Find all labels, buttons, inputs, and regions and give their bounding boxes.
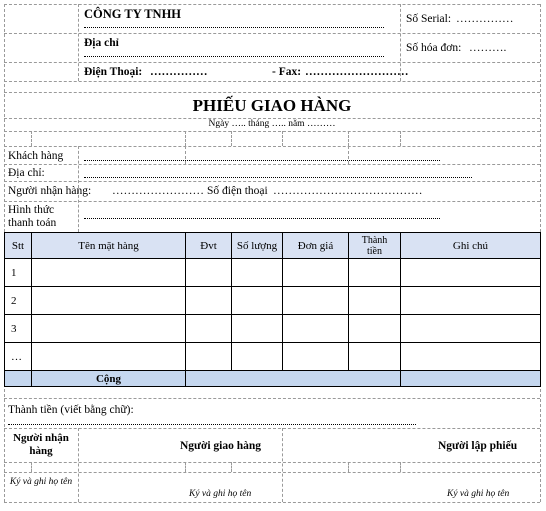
company-phone-dots: …………… xyxy=(150,66,208,78)
row-number: 1 xyxy=(5,259,32,287)
grid-line xyxy=(282,428,283,502)
grid-line xyxy=(4,62,540,63)
table-cell[interactable] xyxy=(32,315,186,343)
table-cell[interactable] xyxy=(401,259,541,287)
invoice-number-label: Số hóa đơn: xyxy=(406,42,462,54)
table-cell[interactable] xyxy=(283,315,349,343)
header-unit-price: Đơn giá xyxy=(283,233,349,259)
company-fax-dots: ……………………… xyxy=(305,66,409,78)
table-cell[interactable] xyxy=(349,315,401,343)
table-cell[interactable] xyxy=(283,287,349,315)
table-cell[interactable] xyxy=(232,343,283,371)
total-row xyxy=(5,371,541,387)
table-cell[interactable] xyxy=(32,343,186,371)
serial-label: Số Serial: xyxy=(406,13,452,25)
grid-line xyxy=(400,131,401,146)
customer-dots xyxy=(84,160,440,161)
table-cell[interactable] xyxy=(349,287,401,315)
grid-line xyxy=(4,33,540,34)
preparer-signature-title: Người lập phiếu xyxy=(438,440,518,452)
company-fax-label: - Fax: xyxy=(272,66,302,78)
invoice-number-dots: ………. xyxy=(469,42,507,54)
table-cell[interactable] xyxy=(186,287,232,315)
grid-line xyxy=(400,462,401,472)
table-cell[interactable] xyxy=(232,287,283,315)
grid-line xyxy=(78,4,79,81)
table-cell[interactable] xyxy=(401,287,541,315)
total-label: Cộng xyxy=(32,371,186,387)
preparer-signature-note: Ký và ghi họ tên xyxy=(447,489,510,499)
row-number: 2 xyxy=(5,287,32,315)
payment-method-label-1: Hình thức xyxy=(8,204,55,216)
grid-line xyxy=(78,428,79,502)
receiver-signature-note: Ký và ghi họ tên xyxy=(9,477,73,487)
header-note: Ghi chú xyxy=(401,233,541,259)
payment-method-dots xyxy=(84,218,440,219)
grid-line xyxy=(4,201,540,202)
total-cell xyxy=(401,371,541,387)
document-title: PHIẾU GIAO HÀNG xyxy=(192,96,352,115)
table-row xyxy=(5,343,541,371)
table-cell[interactable] xyxy=(232,259,283,287)
header-item-name: Tên mặt hàng xyxy=(32,233,186,259)
customer-address-label: Địa chỉ: xyxy=(8,167,45,179)
company-address-label: Địa chỉ xyxy=(84,37,119,49)
table-cell[interactable] xyxy=(283,259,349,287)
grid-line xyxy=(4,181,540,182)
company-name-dots xyxy=(84,27,384,28)
items-table xyxy=(4,232,541,387)
receiver-dots: …………………… xyxy=(112,185,204,197)
table-cell[interactable] xyxy=(283,343,349,371)
table-cell[interactable] xyxy=(349,259,401,287)
table-cell[interactable] xyxy=(349,343,401,371)
grid-line xyxy=(4,502,540,503)
total-cell xyxy=(186,371,401,387)
grid-line xyxy=(4,4,540,5)
grid-line xyxy=(185,131,186,146)
receiver-signature-title: Người nhận hàng xyxy=(13,432,69,457)
table-row xyxy=(5,259,541,287)
header-stt: Stt xyxy=(5,233,32,259)
grid-line xyxy=(4,81,540,82)
header-unit: Đvt xyxy=(186,233,232,259)
date-line: Ngày ….. tháng ….. năm ……… xyxy=(208,119,336,129)
grid-line xyxy=(231,462,232,472)
grid-line xyxy=(185,462,186,472)
grid-line xyxy=(31,131,32,146)
company-name: CÔNG TY TNHH xyxy=(84,7,182,21)
customer-address-dots xyxy=(84,177,472,178)
table-cell[interactable] xyxy=(32,287,186,315)
header-amount: Thành tiền xyxy=(349,233,401,259)
grid-line xyxy=(4,164,540,165)
amount-in-words-dots xyxy=(8,424,416,425)
table-cell[interactable] xyxy=(32,259,186,287)
grid-line xyxy=(31,462,32,472)
table-row xyxy=(5,287,541,315)
grid-line xyxy=(4,428,540,429)
table-row xyxy=(5,315,541,343)
company-phone-label: Điện Thoại: xyxy=(84,66,143,78)
grid-line xyxy=(4,92,540,93)
grid-line xyxy=(4,472,540,473)
amount-in-words-label: Thành tiền (viết bằng chữ): xyxy=(8,404,134,416)
table-cell[interactable] xyxy=(232,315,283,343)
grid-line xyxy=(185,146,186,164)
table-cell[interactable] xyxy=(186,343,232,371)
grid-line xyxy=(348,131,349,146)
customer-label: Khách hàng xyxy=(8,150,64,162)
total-cell xyxy=(5,371,32,387)
receiver-label: Người nhận hàng: xyxy=(8,185,92,197)
grid-line xyxy=(348,462,349,472)
receiver-phone-dots: ………………………………… xyxy=(273,185,423,197)
grid-line xyxy=(348,146,349,164)
row-number: … xyxy=(5,343,32,371)
table-cell[interactable] xyxy=(186,315,232,343)
table-cell[interactable] xyxy=(186,259,232,287)
header-quantity: Số lượng xyxy=(232,233,283,259)
company-address-dots xyxy=(84,56,384,57)
row-number: 3 xyxy=(5,315,32,343)
grid-line xyxy=(4,398,540,399)
grid-line xyxy=(4,131,540,132)
deliverer-signature-note: Ký và ghi họ tên xyxy=(189,489,252,499)
grid-line xyxy=(4,146,540,147)
payment-method-label-2: thanh toán xyxy=(8,217,57,229)
receiver-phone-label: Số điện thoại xyxy=(207,185,268,197)
table-cell[interactable] xyxy=(401,315,541,343)
table-header-row xyxy=(5,233,541,259)
grid-line xyxy=(231,131,232,146)
grid-line xyxy=(282,131,283,146)
serial-dots: …………… xyxy=(456,13,514,25)
grid-line xyxy=(4,462,540,463)
deliverer-signature-title: Người giao hàng xyxy=(180,440,262,452)
table-cell[interactable] xyxy=(401,343,541,371)
